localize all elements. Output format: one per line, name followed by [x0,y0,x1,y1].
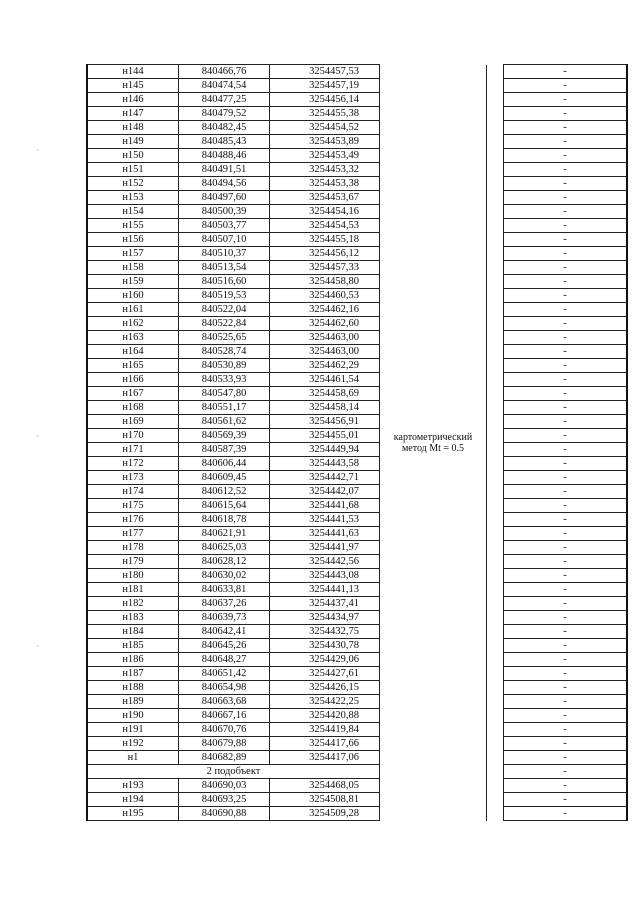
point-name: н173 [87,471,179,485]
y-coordinate: 3254457,33 [270,261,380,275]
table-row [87,457,627,471]
accuracy-dash: - [504,569,628,583]
accuracy-dash: - [504,205,628,219]
subobject-row [87,765,627,779]
table-row [87,569,627,583]
accuracy-dash: - [504,527,628,541]
y-coordinate: 3254437,41 [270,597,380,611]
point-name: н159 [87,275,179,289]
point-name: н160 [87,289,179,303]
x-coordinate: 840618,78 [179,513,270,527]
accuracy-dash: - [504,317,628,331]
x-coordinate: 840561,62 [179,415,270,429]
y-coordinate: 3254434,97 [270,611,380,625]
point-name: н193 [87,779,179,793]
y-coordinate: 3254443,08 [270,569,380,583]
y-coordinate: 3254419,84 [270,723,380,737]
point-name: н182 [87,597,179,611]
x-coordinate: 840522,04 [179,303,270,317]
point-name: н179 [87,555,179,569]
accuracy-dash: - [504,541,628,555]
accuracy-dash: - [504,247,628,261]
point-name: н156 [87,233,179,247]
y-coordinate: 3254458,14 [270,401,380,415]
point-name: н191 [87,723,179,737]
point-name: н168 [87,401,179,415]
y-coordinate: 3254441,13 [270,583,380,597]
x-coordinate: 840519,53 [179,289,270,303]
y-coordinate: 3254456,91 [270,415,380,429]
accuracy-dash: - [504,485,628,499]
point-name: н171 [87,443,179,457]
point-name: н192 [87,737,179,751]
x-coordinate: 840648,27 [179,653,270,667]
scan-dot: · [36,642,39,651]
y-coordinate: 3254458,80 [270,275,380,289]
blank-column [487,65,504,821]
x-coordinate: 840530,89 [179,359,270,373]
x-coordinate: 840474,54 [179,79,270,93]
y-coordinate: 3254442,56 [270,555,380,569]
point-name: н170 [87,429,179,443]
y-coordinate: 3254442,07 [270,485,380,499]
x-coordinate: 840630,02 [179,569,270,583]
coordinates-table-body [87,65,627,821]
accuracy-dash: - [504,667,628,681]
y-coordinate: 3254457,19 [270,79,380,93]
x-coordinate: 840500,39 [179,205,270,219]
accuracy-dash: - [504,597,628,611]
table-row [87,625,627,639]
table-row [87,373,627,387]
point-name: н157 [87,247,179,261]
table-row [87,471,627,485]
point-name: н153 [87,191,179,205]
table-row [87,681,627,695]
table-row [87,485,627,499]
table-row [87,793,627,807]
point-name: н180 [87,569,179,583]
table-row [87,247,627,261]
y-coordinate: 3254420,88 [270,709,380,723]
accuracy-dash: - [504,331,628,345]
table-row [87,597,627,611]
table-row [87,737,627,751]
point-name: н165 [87,359,179,373]
y-coordinate: 3254454,16 [270,205,380,219]
y-coordinate: 3254417,06 [270,751,380,765]
accuracy-dash: - [504,555,628,569]
accuracy-dash: - [504,429,628,443]
accuracy-dash: - [504,765,628,779]
table-row [87,401,627,415]
x-coordinate: 840587,39 [179,443,270,457]
y-coordinate: 3254462,16 [270,303,380,317]
x-coordinate: 840639,73 [179,611,270,625]
y-coordinate: 3254441,97 [270,541,380,555]
x-coordinate: 840642,41 [179,625,270,639]
point-name: н172 [87,457,179,471]
table-row [87,107,627,121]
y-coordinate: 3254462,60 [270,317,380,331]
accuracy-dash: - [504,793,628,807]
accuracy-dash: - [504,751,628,765]
point-name: н166 [87,373,179,387]
accuracy-dash: - [504,275,628,289]
accuracy-dash: - [504,471,628,485]
table-row [87,79,627,93]
table-row [87,723,627,737]
x-coordinate: 840645,26 [179,639,270,653]
point-name: н163 [87,331,179,345]
y-coordinate: 3254455,38 [270,107,380,121]
x-coordinate: 840654,98 [179,681,270,695]
y-coordinate: 3254457,53 [270,65,380,79]
table-row [87,555,627,569]
table-row [87,163,627,177]
x-coordinate: 840522,84 [179,317,270,331]
y-coordinate: 3254463,00 [270,345,380,359]
accuracy-dash: - [504,709,628,723]
y-coordinate: 3254441,63 [270,527,380,541]
x-coordinate: 840628,12 [179,555,270,569]
point-name: н155 [87,219,179,233]
x-coordinate: 840606,44 [179,457,270,471]
table-row [87,807,627,821]
accuracy-dash: - [504,737,628,751]
scan-dot: · [36,146,39,155]
accuracy-dash: - [504,625,628,639]
x-coordinate: 840569,39 [179,429,270,443]
accuracy-dash: - [504,149,628,163]
accuracy-dash: - [504,219,628,233]
y-coordinate: 3254426,15 [270,681,380,695]
subobject-header: 2 подобъект [87,765,380,779]
accuracy-dash: - [504,387,628,401]
x-coordinate: 840488,46 [179,149,270,163]
table-row [87,177,627,191]
table-row [87,695,627,709]
x-coordinate: 840528,74 [179,345,270,359]
y-coordinate: 3254460,53 [270,289,380,303]
point-name: н186 [87,653,179,667]
x-coordinate: 840612,52 [179,485,270,499]
x-coordinate: 840533,93 [179,373,270,387]
x-coordinate: 840485,43 [179,135,270,149]
accuracy-dash: - [504,513,628,527]
x-coordinate: 840609,45 [179,471,270,485]
accuracy-dash: - [504,289,628,303]
point-name: н151 [87,163,179,177]
point-name: н194 [87,793,179,807]
point-name: н167 [87,387,179,401]
y-coordinate: 3254463,00 [270,331,380,345]
point-name: н144 [87,65,179,79]
table-row [87,639,627,653]
y-coordinate: 3254453,32 [270,163,380,177]
x-coordinate: 840670,76 [179,723,270,737]
y-coordinate: 3254458,69 [270,387,380,401]
table-row [87,219,627,233]
table-row [87,275,627,289]
accuracy-dash: - [504,135,628,149]
table-row [87,345,627,359]
table-row [87,583,627,597]
x-coordinate: 840466,76 [179,65,270,79]
table-row [87,205,627,219]
point-name: н190 [87,709,179,723]
y-coordinate: 3254432,75 [270,625,380,639]
point-name: н189 [87,695,179,709]
table-row [87,65,627,79]
point-name: н164 [87,345,179,359]
y-coordinate: 3254427,61 [270,667,380,681]
accuracy-dash: - [504,401,628,415]
y-coordinate: 3254417,66 [270,737,380,751]
x-coordinate: 840479,52 [179,107,270,121]
x-coordinate: 840663,68 [179,695,270,709]
y-coordinate: 3254509,28 [270,807,380,821]
point-name: н158 [87,261,179,275]
table-row [87,541,627,555]
table-row [87,331,627,345]
accuracy-dash: - [504,177,628,191]
x-coordinate: 840633,81 [179,583,270,597]
x-coordinate: 840516,60 [179,275,270,289]
point-name: н146 [87,93,179,107]
x-coordinate: 840547,80 [179,387,270,401]
point-name: н181 [87,583,179,597]
x-coordinate: 840494,56 [179,177,270,191]
x-coordinate: 840637,26 [179,597,270,611]
point-name: н149 [87,135,179,149]
y-coordinate: 3254453,89 [270,135,380,149]
accuracy-dash: - [504,163,628,177]
table-row [87,149,627,163]
x-coordinate: 840693,25 [179,793,270,807]
y-coordinate: 3254430,78 [270,639,380,653]
y-coordinate: 3254508,81 [270,793,380,807]
accuracy-dash: - [504,107,628,121]
point-name: н145 [87,79,179,93]
point-name: н152 [87,177,179,191]
x-coordinate: 840682,89 [179,751,270,765]
accuracy-dash: - [504,653,628,667]
y-coordinate: 3254449,94 [270,443,380,457]
point-name: н177 [87,527,179,541]
y-coordinate: 3254441,68 [270,499,380,513]
point-name: н1 [87,751,179,765]
x-coordinate: 840690,03 [179,779,270,793]
x-coordinate: 840482,45 [179,121,270,135]
y-coordinate: 3254455,18 [270,233,380,247]
x-coordinate: 840510,37 [179,247,270,261]
point-name: н184 [87,625,179,639]
y-coordinate: 3254456,12 [270,247,380,261]
accuracy-dash: - [504,457,628,471]
table-row [87,415,627,429]
point-name: н169 [87,415,179,429]
y-coordinate: 3254462,29 [270,359,380,373]
table-row [87,93,627,107]
accuracy-dash: - [504,233,628,247]
table-row [87,233,627,247]
scan-dot: · [36,432,39,441]
accuracy-dash: - [504,261,628,275]
y-coordinate: 3254454,52 [270,121,380,135]
y-coordinate: 3254454,53 [270,219,380,233]
point-name: н147 [87,107,179,121]
table-row [87,429,627,443]
point-name: н174 [87,485,179,499]
point-name: н154 [87,205,179,219]
x-coordinate: 840525,65 [179,331,270,345]
accuracy-dash: - [504,695,628,709]
point-name: н188 [87,681,179,695]
point-name: н187 [87,667,179,681]
table-row [87,653,627,667]
y-coordinate: 3254442,71 [270,471,380,485]
table-row [87,121,627,135]
accuracy-dash: - [504,65,628,79]
table-row [87,709,627,723]
table-row [87,527,627,541]
accuracy-dash: - [504,303,628,317]
accuracy-dash: - [504,79,628,93]
x-coordinate: 840690,88 [179,807,270,821]
accuracy-dash: - [504,583,628,597]
accuracy-dash: - [504,723,628,737]
table-row [87,499,627,513]
accuracy-dash: - [504,639,628,653]
accuracy-dash: - [504,373,628,387]
table-row [87,359,627,373]
table-row [87,779,627,793]
point-name: н175 [87,499,179,513]
x-coordinate: 840491,51 [179,163,270,177]
y-coordinate: 3254456,14 [270,93,380,107]
x-coordinate: 840503,77 [179,219,270,233]
table-row [87,387,627,401]
x-coordinate: 840497,60 [179,191,270,205]
point-name: н185 [87,639,179,653]
y-coordinate: 3254441,53 [270,513,380,527]
table-row [87,135,627,149]
table-row [87,751,627,765]
y-coordinate: 3254429,06 [270,653,380,667]
y-coordinate: 3254453,49 [270,149,380,163]
point-name: н176 [87,513,179,527]
accuracy-dash: - [504,93,628,107]
table-row [87,443,627,457]
point-name: н162 [87,317,179,331]
accuracy-dash: - [504,681,628,695]
x-coordinate: 840551,17 [179,401,270,415]
x-coordinate: 840625,03 [179,541,270,555]
accuracy-dash: - [504,359,628,373]
y-coordinate: 3254468,05 [270,779,380,793]
accuracy-dash: - [504,779,628,793]
y-coordinate: 3254461,54 [270,373,380,387]
accuracy-dash: - [504,121,628,135]
table-row [87,611,627,625]
table-row [87,303,627,317]
table-row [87,667,627,681]
point-name: н195 [87,807,179,821]
y-coordinate: 3254453,67 [270,191,380,205]
method-note: картометрический метод Mt = 0.5 [380,65,487,821]
table-row [87,513,627,527]
accuracy-dash: - [504,191,628,205]
coordinates-table [86,64,628,821]
x-coordinate: 840667,16 [179,709,270,723]
accuracy-dash: - [504,499,628,513]
x-coordinate: 840477,25 [179,93,270,107]
y-coordinate: 3254455,01 [270,429,380,443]
point-name: н178 [87,541,179,555]
table-row [87,289,627,303]
table-row [87,191,627,205]
accuracy-dash: - [504,345,628,359]
y-coordinate: 3254422,25 [270,695,380,709]
point-name: н150 [87,149,179,163]
y-coordinate: 3254453,38 [270,177,380,191]
y-coordinate: 3254443,58 [270,457,380,471]
x-coordinate: 840513,54 [179,261,270,275]
point-name: н161 [87,303,179,317]
x-coordinate: 840507,10 [179,233,270,247]
point-name: н183 [87,611,179,625]
table-row [87,317,627,331]
accuracy-dash: - [504,807,628,821]
accuracy-dash: - [504,415,628,429]
accuracy-dash: - [504,611,628,625]
x-coordinate: 840615,64 [179,499,270,513]
point-name: н148 [87,121,179,135]
x-coordinate: 840651,42 [179,667,270,681]
x-coordinate: 840679,88 [179,737,270,751]
accuracy-dash: - [504,443,628,457]
x-coordinate: 840621,91 [179,527,270,541]
table-row [87,261,627,275]
